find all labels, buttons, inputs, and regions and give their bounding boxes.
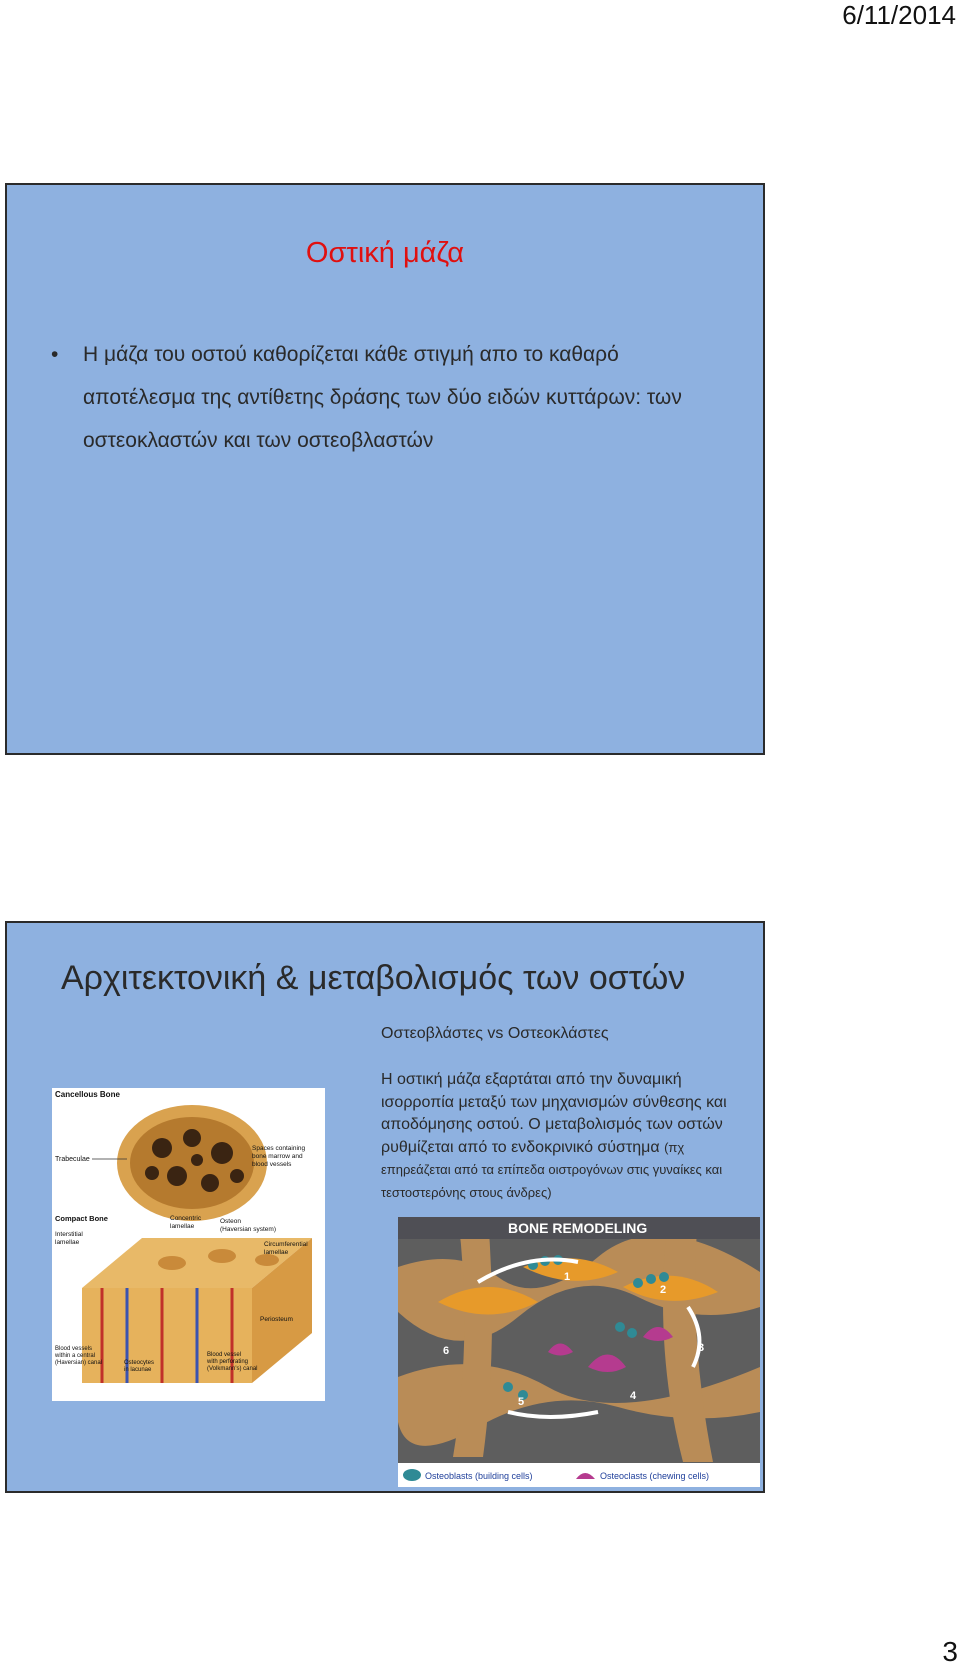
bullet-text: Η μάζα του οστού καθορίζεται κάθε στιγμή απο το καθαρό αποτέλεσμα της αντίθετης δράσης των δύο ειδών κυττάρων: των οστεοκλαστών και των οστεοβλαστών (83, 343, 682, 452)
remodeling-title: BONE REMODELING (508, 1220, 648, 1236)
slide-bone-mass (5, 183, 765, 755)
label-osteon: Osteon (Haversian system) (220, 1218, 276, 1233)
compact-bone-graphic (82, 1238, 312, 1383)
step-1: 1 (564, 1271, 571, 1283)
slide-subtitle: Οστεοβλάστες vs Οστεοκλάστες (381, 1025, 609, 1042)
step-5: 5 (518, 1396, 525, 1408)
step-3: 3 (698, 1342, 705, 1354)
label-trabeculae: Trabeculae (55, 1156, 90, 1163)
bullet-item (51, 333, 711, 462)
label-blood-perforating: Blood vessel with perforating (Volkmann's) canal (207, 1352, 258, 1372)
label-cancellous: Cancellous Bone (55, 1090, 120, 1099)
cancellous-bone-graphic (117, 1105, 267, 1221)
body-main-text: Η οστική μάζα εξαρτάται από την δυναμική ισορροπία μεταξύ των μηχανισμών σύνθεσης και αποδόμησης οστού. Ο μεταβολισμός των οστών ρυθμίζεται από το ενδοκρινικό σύστημα (381, 1071, 727, 1156)
bone-structure-illustration (52, 1088, 325, 1401)
label-circumferential: Circumferential lamellae (264, 1241, 308, 1256)
label-periosteum: Periosteum (260, 1316, 293, 1323)
label-blood-central: Blood vessels within a central (Haversian) canal (55, 1346, 103, 1366)
label-osteocytes: Osteocytes in lacunae (124, 1360, 155, 1373)
step-4: 4 (630, 1390, 637, 1402)
label-spaces: Spaces containing bone marrow and blood vessels (252, 1145, 306, 1168)
bullet-icon: • (51, 343, 59, 366)
osteoblast-legend-icon (403, 1469, 421, 1481)
bone-remodeling-illustration (398, 1217, 760, 1487)
slide-title: Αρχιτεκτονική & μεταβολισμός των οστών (61, 959, 686, 997)
label-compact: Compact Bone (55, 1214, 108, 1223)
legend-osteoblasts: Osteoblasts (building cells) (425, 1471, 533, 1481)
step-6: 6 (443, 1345, 450, 1357)
label-concentric: Concentric lamellae (170, 1215, 202, 1230)
slide-title: Οστική μάζα (305, 237, 465, 269)
header-date: 6/11/2014 (842, 0, 956, 30)
slide-bone-architecture (5, 921, 765, 1493)
page-number: 3 (942, 1636, 958, 1667)
label-interstitial: Interstitial lamellae (55, 1231, 83, 1246)
body-note-text: (πχ επηρεάζεται από τα επίπεδα οιστρογόνων στις γυναίκες και τεστοστερόνης στους άνδρες) (381, 1139, 723, 1200)
step-2: 2 (660, 1284, 667, 1296)
slide-body (381, 1069, 751, 1204)
legend-osteoclasts: Osteoclasts (chewing cells) (600, 1471, 710, 1481)
